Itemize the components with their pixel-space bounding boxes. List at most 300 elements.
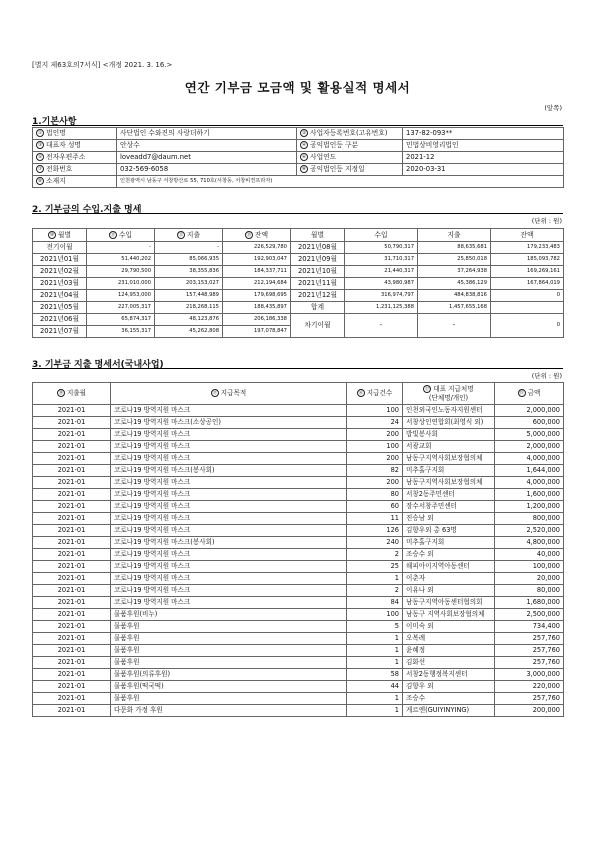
expense-detail-table — [32, 382, 564, 717]
month-cell: 합계 — [291, 302, 345, 314]
income-cell: 21,440,317 — [345, 266, 418, 278]
balance-cell: 167,864,019 — [491, 278, 564, 290]
item-number-badge: ⑱ — [519, 391, 524, 396]
col-header — [347, 383, 403, 405]
count-cell: 25 — [347, 561, 403, 573]
income-cell: 51,440,202 — [87, 254, 155, 266]
balance-cell: 169,269,161 — [491, 266, 564, 278]
table-row — [33, 573, 564, 585]
col-header — [223, 229, 291, 242]
purpose-cell: 물품후원 — [111, 657, 347, 669]
purpose-cell: 코로나19 방역지원 마스크 — [111, 597, 347, 609]
col-header-text: 지출 — [186, 230, 201, 239]
recipient-cell: 조승수 — [403, 693, 495, 705]
address-value: 인천광역시 남동구 서창방산로 55, 710호(서창동, 서창비젼프라자) — [117, 176, 564, 188]
expense-cell: 157,448,989 — [155, 290, 223, 302]
field-label-text: 공익법인등 구분 — [310, 141, 359, 149]
expense-cell: 484,838,816 — [418, 290, 491, 302]
amount-cell: 100,000 — [495, 561, 564, 573]
expense-month-cell: 2021-01 — [33, 417, 111, 429]
count-cell: 11 — [347, 513, 403, 525]
recipient-cell: 김향우 외 — [403, 681, 495, 693]
table-row — [33, 290, 564, 302]
income-cell: 31,710,317 — [345, 254, 418, 266]
field-value: 137-82-093** — [403, 128, 564, 140]
expense-cell: 45,386,129 — [418, 278, 491, 290]
item-number-badge: ⑤ — [37, 155, 43, 160]
col-header-text: 지급건수 — [366, 389, 393, 397]
basic-info-row — [33, 140, 564, 152]
expense-month-cell: 2021-01 — [33, 609, 111, 621]
table-row — [33, 621, 564, 633]
item-number-badge: ① — [37, 131, 43, 136]
expense-month-cell: 2021-01 — [33, 501, 111, 513]
recipient-cell: 서광교회 — [403, 441, 495, 453]
month-cell: 2021년02월 — [33, 266, 87, 278]
purpose-cell: 물품후원(떡국떡) — [111, 681, 347, 693]
address-row — [33, 176, 564, 188]
table-row — [33, 465, 564, 477]
income-header-row — [33, 229, 564, 242]
field-value: loveadd7@daum.net — [117, 152, 297, 164]
item-number-badge: ⑩ — [49, 232, 54, 238]
amount-cell: 1,600,000 — [495, 489, 564, 501]
table-row — [33, 705, 564, 717]
field-label-text: 소재지 — [46, 177, 66, 185]
expense-month-cell: 2021-01 — [33, 633, 111, 645]
col-header — [87, 229, 155, 242]
col-header-text: 금액 — [527, 389, 541, 397]
field-value: 사단법인 수와진의 사랑더하기 — [117, 128, 297, 140]
item-number-badge: ⑭ — [58, 391, 64, 396]
section-divider — [32, 213, 563, 214]
col-header-text: 수입 — [118, 230, 133, 239]
table-row — [33, 561, 564, 573]
count-cell: 60 — [347, 501, 403, 513]
item-number-badge: ⑥ — [301, 155, 307, 160]
count-cell: 82 — [347, 465, 403, 477]
document-title: 연간 기부금 모금액 및 활용실적 명세서 — [184, 80, 411, 95]
expense-month-cell: 2021-01 — [33, 525, 111, 537]
table-row — [33, 537, 564, 549]
purpose-cell: 물품후원(의류후원) — [111, 669, 347, 681]
income-cell: 1,231,125,388 — [345, 302, 418, 314]
expense-month-cell: 2021-01 — [33, 573, 111, 585]
count-cell: 2 — [347, 549, 403, 561]
count-cell: 240 — [347, 537, 403, 549]
amount-cell: 40,000 — [495, 549, 564, 561]
income-cell: 231,010,000 — [87, 278, 155, 290]
income-cell: 316,974,797 — [345, 290, 418, 302]
table-row — [33, 254, 564, 266]
expense-month-cell: 2021-01 — [33, 621, 111, 633]
recipient-cell: 남동구지역사회보장협의체 — [403, 453, 495, 465]
expense-month-cell: 2021-01 — [33, 453, 111, 465]
count-cell: 80 — [347, 489, 403, 501]
purpose-cell: 코로나19 방역지원 마스크 — [111, 549, 347, 561]
field-label — [33, 164, 117, 176]
table-row — [33, 609, 564, 621]
purpose-cell: 코로나19 방역지원 마스크 — [111, 489, 347, 501]
col-header-text: 지급목적 — [220, 389, 247, 397]
field-label — [33, 140, 117, 152]
col-header: 지출 — [418, 229, 491, 242]
item-number-badge: ⑨ — [37, 179, 43, 184]
month-cell: 2021년03월 — [33, 278, 87, 290]
month-cell: 전기이월 — [33, 242, 87, 254]
expense-month-cell: 2021-01 — [33, 693, 111, 705]
table-row — [33, 645, 564, 657]
item-number-badge: ⑧ — [301, 167, 307, 172]
amount-cell: 257,760 — [495, 645, 564, 657]
field-value: 안상수 — [117, 140, 297, 152]
table-row — [33, 429, 564, 441]
field-label-text: 사업자등록번호(고유번호) — [310, 129, 388, 137]
item-number-badge: ⑫ — [178, 232, 184, 238]
field-label — [33, 176, 117, 188]
expense-cell: 45,262,808 — [155, 326, 223, 338]
table-row — [33, 513, 564, 525]
amount-cell: 20,000 — [495, 573, 564, 585]
expense-month-cell: 2021-01 — [33, 405, 111, 417]
field-label — [297, 128, 403, 140]
amount-cell: 2,520,000 — [495, 525, 564, 537]
month-cell: 2021년05월 — [33, 302, 87, 314]
field-value: 2021-12 — [403, 152, 564, 164]
month-cell: 2021년06월 — [33, 314, 87, 326]
amount-cell: 200,000 — [495, 705, 564, 717]
balance-cell: 197,078,847 — [223, 326, 291, 338]
count-cell: 1 — [347, 657, 403, 669]
month-cell: 2021년07월 — [33, 326, 87, 338]
amount-cell: 257,760 — [495, 693, 564, 705]
count-cell: 1 — [347, 693, 403, 705]
month-cell: 2021년12월 — [291, 290, 345, 302]
month-cell: 2021년09월 — [291, 254, 345, 266]
count-cell: 100 — [347, 609, 403, 621]
count-cell: 100 — [347, 441, 403, 453]
expense-month-cell: 2021-01 — [33, 465, 111, 477]
recipient-cell: 인천외국인노동자지원센터 — [403, 405, 495, 417]
expense-month-cell: 2021-01 — [33, 537, 111, 549]
table-row — [33, 453, 564, 465]
expense-header-row — [33, 383, 564, 405]
basic-info-row — [33, 128, 564, 140]
purpose-cell: 코로나19 방역지원 마스크 — [111, 525, 347, 537]
count-cell: 100 — [347, 405, 403, 417]
purpose-cell: 코로나19 방역지원 마스크(봉사회) — [111, 537, 347, 549]
col-header — [33, 229, 87, 242]
table-row — [33, 278, 564, 290]
field-label-text: 전자우편주소 — [46, 153, 86, 161]
recipient-cell: 남동구지역사회보장협의체 — [403, 477, 495, 489]
month-cell: 2021년08월 — [291, 242, 345, 254]
recipient-cell: 김향우외 총 63명 — [403, 525, 495, 537]
amount-cell: 80,000 — [495, 585, 564, 597]
purpose-cell: 코로나19 방역지원 마스크(봉사회) — [111, 465, 347, 477]
section-divider — [32, 368, 563, 369]
item-number-badge: ⑪ — [110, 232, 116, 238]
amount-cell: 1,200,000 — [495, 501, 564, 513]
field-value: 2020-03-31 — [403, 164, 564, 176]
section-income-title: 2. 기부금의 수입.지출 명세 — [32, 205, 142, 215]
expense-month-cell: 2021-01 — [33, 429, 111, 441]
amount-cell: 800,000 — [495, 513, 564, 525]
table-row — [33, 669, 564, 681]
table-row — [33, 681, 564, 693]
field-value: 032-569-6058 — [117, 164, 297, 176]
expense-month-cell: 2021-01 — [33, 489, 111, 501]
expense-cell: 25,850,018 — [418, 254, 491, 266]
recipient-cell: 밥빛봉사회 — [403, 429, 495, 441]
recipient-cell: 해피아이지역아동센터 — [403, 561, 495, 573]
carry-label-cell: 차기이월 — [291, 314, 345, 338]
col-header-recipient — [403, 383, 495, 405]
count-cell: 200 — [347, 477, 403, 489]
purpose-cell: 코로나19 방역지원 마스크 — [111, 453, 347, 465]
recipient-cell: 남동구지역아동센터협의회 — [403, 597, 495, 609]
section-divider — [32, 125, 563, 126]
item-number-badge: ② — [301, 131, 307, 136]
col-header-subtext: (단체명/개인) — [428, 393, 469, 402]
count-cell: 1 — [347, 573, 403, 585]
amount-cell: 2,500,000 — [495, 609, 564, 621]
col-header-text: 월별 — [57, 230, 72, 239]
col-header — [495, 383, 564, 405]
recipient-cell: 서창2동주민센터 — [403, 489, 495, 501]
amount-cell: 2,000,000 — [495, 441, 564, 453]
expense-month-cell: 2021-01 — [33, 657, 111, 669]
balance-cell: 184,337,711 — [223, 266, 291, 278]
col-header-text: 대표 지급처명 — [433, 384, 474, 393]
item-number-badge: ⑬ — [246, 232, 252, 238]
item-number-badge: ③ — [37, 143, 43, 148]
unit-label: (단위 : 원) — [531, 217, 562, 225]
field-label-text: 공익법인등 지정일 — [310, 165, 365, 173]
income-expense-table — [32, 228, 564, 338]
income-cell: 124,953,000 — [87, 290, 155, 302]
recipient-cell: 게르엔(GUIYINYING) — [403, 705, 495, 717]
amount-cell: 4,000,000 — [495, 477, 564, 489]
purpose-cell: 코로나19 방역지원 마스크 — [111, 405, 347, 417]
balance-cell: 206,186,338 — [223, 314, 291, 326]
purpose-cell: 물품후원(비누) — [111, 609, 347, 621]
expense-cell: 1,457,655,168 — [418, 302, 491, 314]
expense-month-cell: 2021-01 — [33, 645, 111, 657]
basic-info-table — [32, 127, 564, 188]
col-header — [111, 383, 347, 405]
col-header: 잔액 — [491, 229, 564, 242]
count-cell: 58 — [347, 669, 403, 681]
count-cell: 24 — [347, 417, 403, 429]
count-cell: 84 — [347, 597, 403, 609]
recipient-cell: 오복례 — [403, 633, 495, 645]
table-row — [33, 597, 564, 609]
col-header: 수입 — [345, 229, 418, 242]
income-cell: 43,980,987 — [345, 278, 418, 290]
count-cell: 2 — [347, 585, 403, 597]
month-cell: 2021년10월 — [291, 266, 345, 278]
count-cell: 126 — [347, 525, 403, 537]
table-row — [33, 525, 564, 537]
table-row — [33, 266, 564, 278]
section-expense-title: 3. 기부금 지출 명세서(국내사업) — [32, 360, 164, 370]
expense-month-cell: 2021-01 — [33, 669, 111, 681]
recipient-cell: 윤혜정 — [403, 645, 495, 657]
income-cell: 36,155,317 — [87, 326, 155, 338]
recipient-cell: 이춘자 — [403, 573, 495, 585]
table-row — [33, 585, 564, 597]
field-label — [297, 140, 403, 152]
field-label — [297, 164, 403, 176]
amount-cell: 2,000,000 — [495, 405, 564, 417]
recipient-cell: 이미숙 외 — [403, 621, 495, 633]
income-cell: 65,874,317 — [87, 314, 155, 326]
recipient-cell: 진승남 외 — [403, 513, 495, 525]
count-cell: 200 — [347, 453, 403, 465]
amount-cell: 257,760 — [495, 657, 564, 669]
table-row — [33, 405, 564, 417]
balance-cell: 179,698,695 — [223, 290, 291, 302]
count-cell: 44 — [347, 681, 403, 693]
item-number-badge: ⑮ — [212, 391, 217, 396]
item-number-badge: ④ — [301, 143, 307, 148]
balance-cell: 0 — [491, 290, 564, 302]
basic-info-row — [33, 164, 564, 176]
amount-cell: 3,000,000 — [495, 669, 564, 681]
field-value: 민법상비영리법인 — [403, 140, 564, 152]
recipient-cell: 김화선 — [403, 657, 495, 669]
purpose-cell: 코로나19 방역지원 마스크 — [111, 561, 347, 573]
amount-cell: 600,000 — [495, 417, 564, 429]
expense-month-cell: 2021-01 — [33, 705, 111, 717]
expense-month-cell: 2021-01 — [33, 513, 111, 525]
expense-cell: - — [155, 242, 223, 254]
expense-month-cell: 2021-01 — [33, 585, 111, 597]
field-label-text: 사업연도 — [310, 153, 337, 161]
count-cell: 1 — [347, 645, 403, 657]
field-label-text: 법인명 — [46, 129, 66, 137]
carry-income-cell: - — [345, 314, 418, 338]
purpose-cell: 다문화 가정 후원 — [111, 705, 347, 717]
income-cell: 29,790,500 — [87, 266, 155, 278]
purpose-cell: 코로나19 방역지원 마스크 — [111, 573, 347, 585]
col-header — [155, 229, 223, 242]
income-cell: 227,005,317 — [87, 302, 155, 314]
recipient-cell: 미추홀구지회 — [403, 465, 495, 477]
balance-cell: 226,529,780 — [223, 242, 291, 254]
expense-cell: 85,066,935 — [155, 254, 223, 266]
purpose-cell: 코로나19 방역지원 마스크 — [111, 477, 347, 489]
expense-cell: 48,123,876 — [155, 314, 223, 326]
purpose-cell: 코로나19 방역지원 마스크 — [111, 513, 347, 525]
recipient-cell: 장수서창주민센터 — [403, 501, 495, 513]
amount-cell: 734,400 — [495, 621, 564, 633]
recipient-cell: 미추홀구지회 — [403, 537, 495, 549]
col-header-text: 잔액 — [254, 230, 269, 239]
purpose-cell: 물품후원 — [111, 633, 347, 645]
expense-month-cell: 2021-01 — [33, 549, 111, 561]
count-cell: 1 — [347, 705, 403, 717]
basic-info-row — [33, 152, 564, 164]
income-cell: 50,790,317 — [345, 242, 418, 254]
amount-cell: 257,760 — [495, 633, 564, 645]
purpose-cell: 코로나19 방역지원 마스크 — [111, 429, 347, 441]
count-cell: 1 — [347, 633, 403, 645]
month-cell: 2021년04월 — [33, 290, 87, 302]
balance-cell: 212,194,684 — [223, 278, 291, 290]
amount-cell: 1,680,000 — [495, 597, 564, 609]
balance-cell: 188,435,897 — [223, 302, 291, 314]
amount-cell: 4,000,000 — [495, 453, 564, 465]
table-row — [33, 242, 564, 254]
recipient-cell: 서창2동행정복지센터 — [403, 669, 495, 681]
count-cell: 5 — [347, 621, 403, 633]
purpose-cell: 코로나19 방역지원 마스크 — [111, 585, 347, 597]
table-row — [33, 501, 564, 513]
amount-cell: 4,800,000 — [495, 537, 564, 549]
balance-cell — [491, 302, 564, 314]
field-label — [33, 152, 117, 164]
table-row — [33, 477, 564, 489]
table-row — [33, 314, 564, 326]
section-basic-title: 1.기본사항 — [32, 117, 77, 127]
carry-balance-cell: 0 — [491, 314, 564, 338]
purpose-cell: 코로나19 방역지원 마스크 — [111, 441, 347, 453]
expense-month-cell: 2021-01 — [33, 681, 111, 693]
col-header: 월별 — [291, 229, 345, 242]
table-row — [33, 549, 564, 561]
field-label — [33, 128, 117, 140]
table-row — [33, 417, 564, 429]
month-cell: 2021년11월 — [291, 278, 345, 290]
purpose-cell: 물품후원 — [111, 693, 347, 705]
table-row — [33, 302, 564, 314]
month-cell: 2021년01월 — [33, 254, 87, 266]
table-row — [33, 489, 564, 501]
purpose-cell: 물품후원 — [111, 645, 347, 657]
expense-cell: 218,268,115 — [155, 302, 223, 314]
unit-label: (단위 : 원) — [531, 372, 562, 380]
item-number-badge: ⑰ — [425, 386, 430, 392]
balance-cell: 192,903,047 — [223, 254, 291, 266]
expense-cell: 37,264,938 — [418, 266, 491, 278]
table-row — [33, 633, 564, 645]
purpose-cell: 물품후원 — [111, 621, 347, 633]
expense-cell: 88,635,681 — [418, 242, 491, 254]
field-label-text: 대표자 성명 — [46, 141, 81, 149]
field-label-text: 전화번호 — [46, 165, 73, 173]
income-cell: - — [87, 242, 155, 254]
table-row — [33, 693, 564, 705]
count-cell: 200 — [347, 429, 403, 441]
expense-month-cell: 2021-01 — [33, 597, 111, 609]
recipient-cell: 남동구 지역사회보장협의체 — [403, 609, 495, 621]
amount-cell: 220,000 — [495, 681, 564, 693]
expense-cell: 203,153,027 — [155, 278, 223, 290]
expense-month-cell: 2021-01 — [33, 561, 111, 573]
table-row — [33, 657, 564, 669]
balance-cell: 179,233,483 — [491, 242, 564, 254]
item-number-badge: ⑯ — [358, 391, 363, 396]
page-side-label: (앞쪽) — [544, 104, 562, 112]
item-number-badge: ⑦ — [37, 167, 43, 172]
expense-cell: 38,355,836 — [155, 266, 223, 278]
form-number: [별지 제63호의7서식] <개정 2021. 3. 16.> — [32, 61, 173, 69]
table-row — [33, 441, 564, 453]
col-header-text: 지출월 — [66, 389, 87, 397]
carry-expense-cell: - — [418, 314, 491, 338]
